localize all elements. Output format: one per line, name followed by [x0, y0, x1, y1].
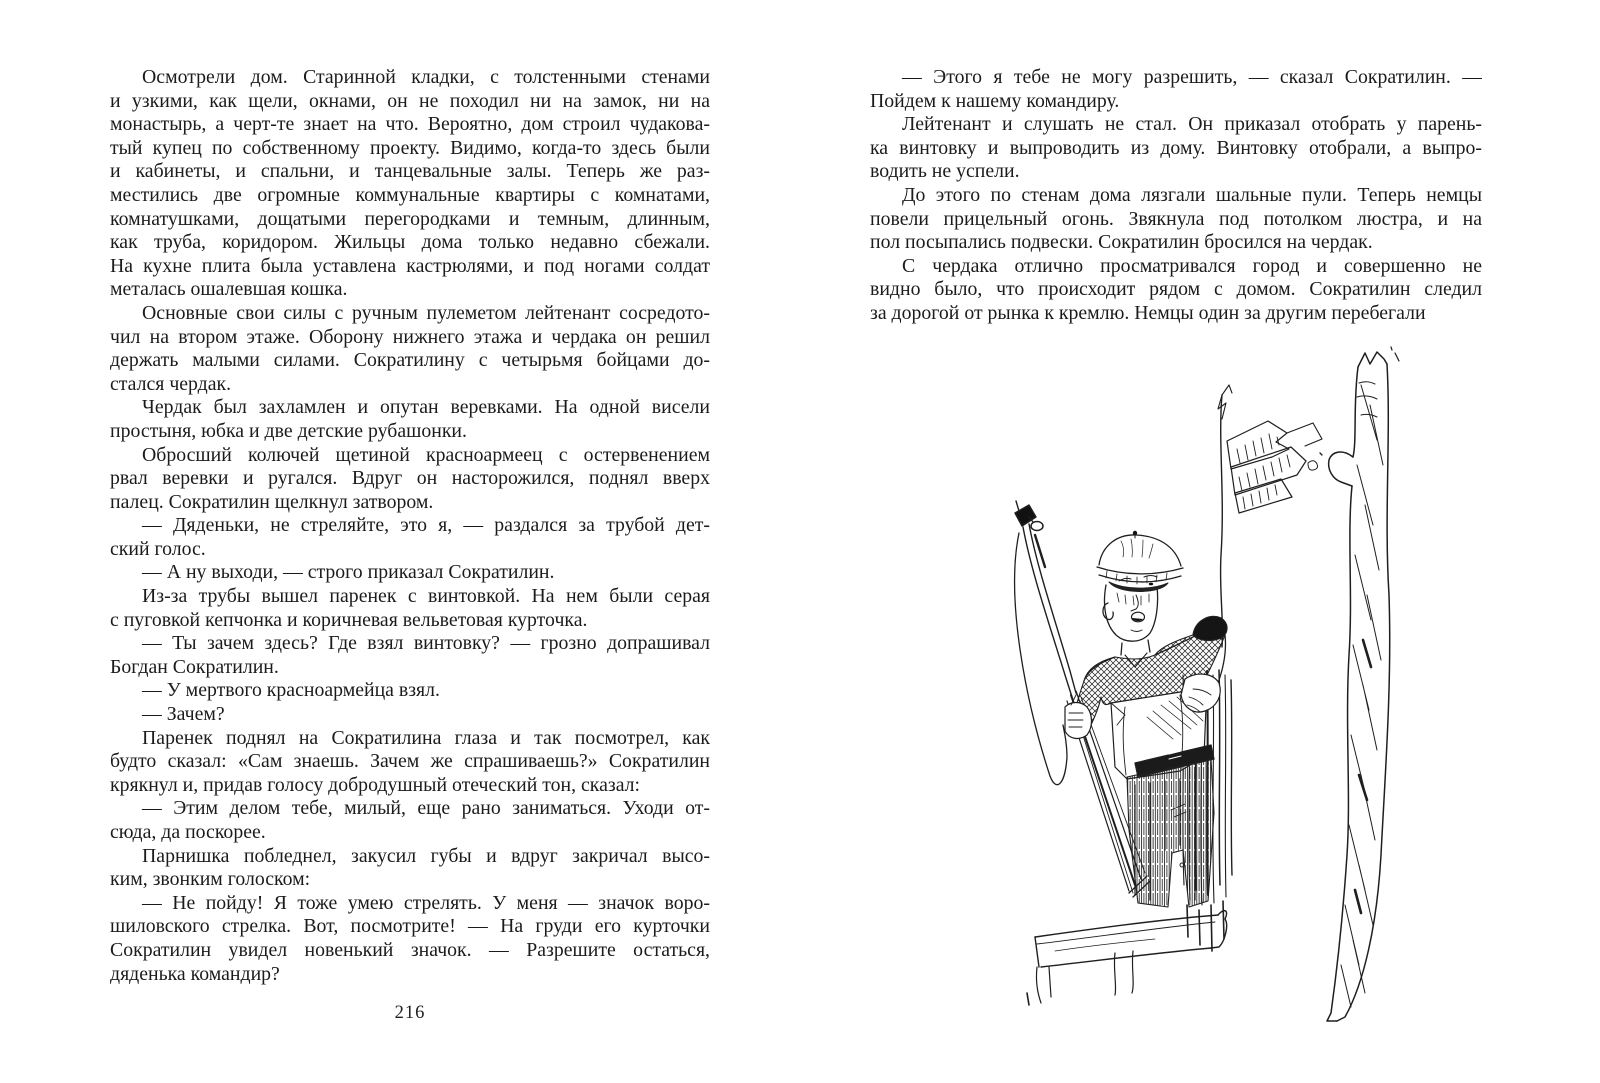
- text-line: Основные свои силы с ручным пулеметом лейтенант сосредото-: [142, 301, 710, 324]
- text-line: — Ты зачем здесь? Где взял винтовку? — грозно допрашивал: [142, 632, 710, 655]
- text-line: видно было, что происходит рядом с домом. Сократилин следил: [870, 278, 1482, 301]
- paragraph: [110, 845, 710, 892]
- text-line: и узкими, как щели, окнами, он не походил ни на замок, ни на: [110, 89, 710, 112]
- text-line: повели прицельный огонь. Звякнула под потолком люстра, и на: [870, 207, 1482, 230]
- paragraph: [110, 561, 710, 585]
- paragraph: [110, 444, 710, 515]
- text-line: водить не успели.: [870, 160, 1020, 183]
- text-line: местились две огромные коммунальные квартиры с комнатами,: [110, 183, 710, 206]
- text-line: стался чердак.: [110, 372, 232, 395]
- text-line: Сократилин увидел новенький значок. — Разрешите остаться,: [110, 938, 710, 961]
- text-line: — А ну выходи, — строго приказал Сократилин.: [142, 561, 555, 584]
- text-line: держать малыми силами. Сократилину с четырьмя бойцами до-: [110, 349, 710, 372]
- text-line: палец. Сократилин щелкнул затвором.: [110, 490, 434, 513]
- text-line: Чердак был захламлен и опутан веревками. На одной висели: [142, 396, 710, 419]
- text-line: простыня, юбка и две детские рубашонки.: [110, 419, 467, 442]
- text-line: Богдан Сократилин.: [110, 655, 279, 678]
- boy-sketch: [1065, 531, 1227, 907]
- paragraph: [110, 892, 710, 986]
- paragraph: [110, 585, 710, 632]
- paragraph: [110, 632, 710, 679]
- text-line: рвал веревки и ругался. Вдруг он насторожился, поднял вверх: [110, 467, 710, 490]
- text-line: пол посыпались подвески. Сократилин бросился на чердак.: [870, 231, 1373, 254]
- paragraph: [110, 66, 710, 302]
- text-line: — Этим делом тебе, милый, еще рано заниматься. Уходи от-: [142, 797, 710, 820]
- text-line: с пуговкой кепчонка и коричневая вельветовая курточка.: [110, 608, 588, 631]
- text-line: шиловского стрелка. Вот, посмотрите! — На груди его курточки: [110, 915, 710, 938]
- paragraph: [110, 514, 710, 561]
- paragraph: [870, 255, 1482, 326]
- text-line: крякнул и, придав голосу добродушный отеческий тон, сказал:: [110, 773, 641, 796]
- illustration-boy-with-rifle: [975, 345, 1435, 1023]
- text-line: Парнишка побледнел, закусил губы и вдруг закричал высо-: [142, 844, 710, 867]
- paragraph: [870, 113, 1482, 184]
- text-line: На кухне плита была уставлена кастрюлями, и под ногами солдат: [110, 254, 710, 277]
- text-line: — У мертвого красноармейца взял.: [142, 679, 440, 702]
- boy-with-rifle-ink-sketch: [975, 345, 1435, 1023]
- text-line: С чердака отлично просматривался город и совершенно не: [902, 254, 1482, 277]
- text-line: ка винтовку и выпроводить из дому. Винтовку отобрали, а выпро-: [870, 136, 1482, 159]
- text-line: сюда, да поскорее.: [110, 821, 266, 843]
- paragraph: [110, 679, 710, 703]
- right-text-column: [870, 66, 1482, 326]
- text-line: как труба, коридором. Жильцы дома только недавно сбежали.: [110, 231, 710, 254]
- paragraph: [870, 184, 1482, 255]
- paragraph: [110, 797, 710, 844]
- text-line: металась ошалевшая кошка.: [110, 278, 348, 301]
- text-line: Лейтенант и слушать не стал. Он приказал отобрать у парень-: [902, 113, 1482, 136]
- text-line: Из-за трубы вышел паренек с винтовкой. На нем были серая: [142, 585, 710, 608]
- page-number: 216: [394, 1003, 426, 1023]
- text-line: дяденька командир?: [110, 962, 280, 985]
- text-line: — Этого я тебе не могу разрешить, — сказал Сократилин. —: [902, 66, 1482, 88]
- text-line: — Зачем?: [142, 703, 225, 726]
- paragraph: [110, 396, 710, 443]
- text-line: за дорогой от рынка к кремлю. Немцы один за другим перебегали: [870, 301, 1426, 324]
- text-line: Паренек поднял на Сократилина глаза и так посмотрел, как: [142, 726, 710, 749]
- text-line: и кабинеты, и спальни, и танцевальные залы. Теперь же раз-: [110, 160, 710, 183]
- text-line: тый купец по собственному проекту. Видимо, когда-то здесь были: [110, 136, 710, 159]
- text-line: — Не пойду! Я тоже умею стрелять. У меня — значок воро-: [142, 891, 710, 914]
- paragraph: [110, 302, 710, 396]
- text-line: Обросший колючей щетиной красноармеец с остервенением: [142, 443, 710, 466]
- middle-beam-sketch: [1218, 385, 1322, 647]
- paragraph: [870, 66, 1482, 113]
- text-line: — Дяденьки, не стреляйте, это я, — раздался за трубой дет-: [142, 514, 710, 537]
- text-line: Пойдем к нашему командиру.: [870, 89, 1120, 112]
- text-line: чил на втором этаже. Оборону нижнего этажа и чердака он решил: [110, 325, 710, 348]
- text-line: комнатушками, дощатыми перегородками и темным, длинным,: [110, 207, 710, 230]
- text-line: ский голос.: [110, 537, 206, 560]
- plank-sketch: [1027, 911, 1227, 1005]
- text-line: Осмотрели дом. Старинной кладки, с толстенными стенами: [142, 66, 710, 88]
- text-line: будто сказал: «Сам знаешь. Зачем же спрашиваешь?» Сократилин: [110, 750, 710, 773]
- left-text-column: [110, 66, 710, 986]
- text-line: До этого по стенам дома лязгали шальные пули. Теперь немцы: [902, 183, 1482, 206]
- text-line: ким, звонким голоском:: [110, 868, 311, 891]
- paragraph: [110, 703, 710, 727]
- text-line: монастырь, а черт-те знает на что. Вероятно, дом строил чудакова-: [110, 113, 710, 136]
- right-beam-sketch: [1327, 347, 1399, 1021]
- paragraph: [110, 727, 710, 798]
